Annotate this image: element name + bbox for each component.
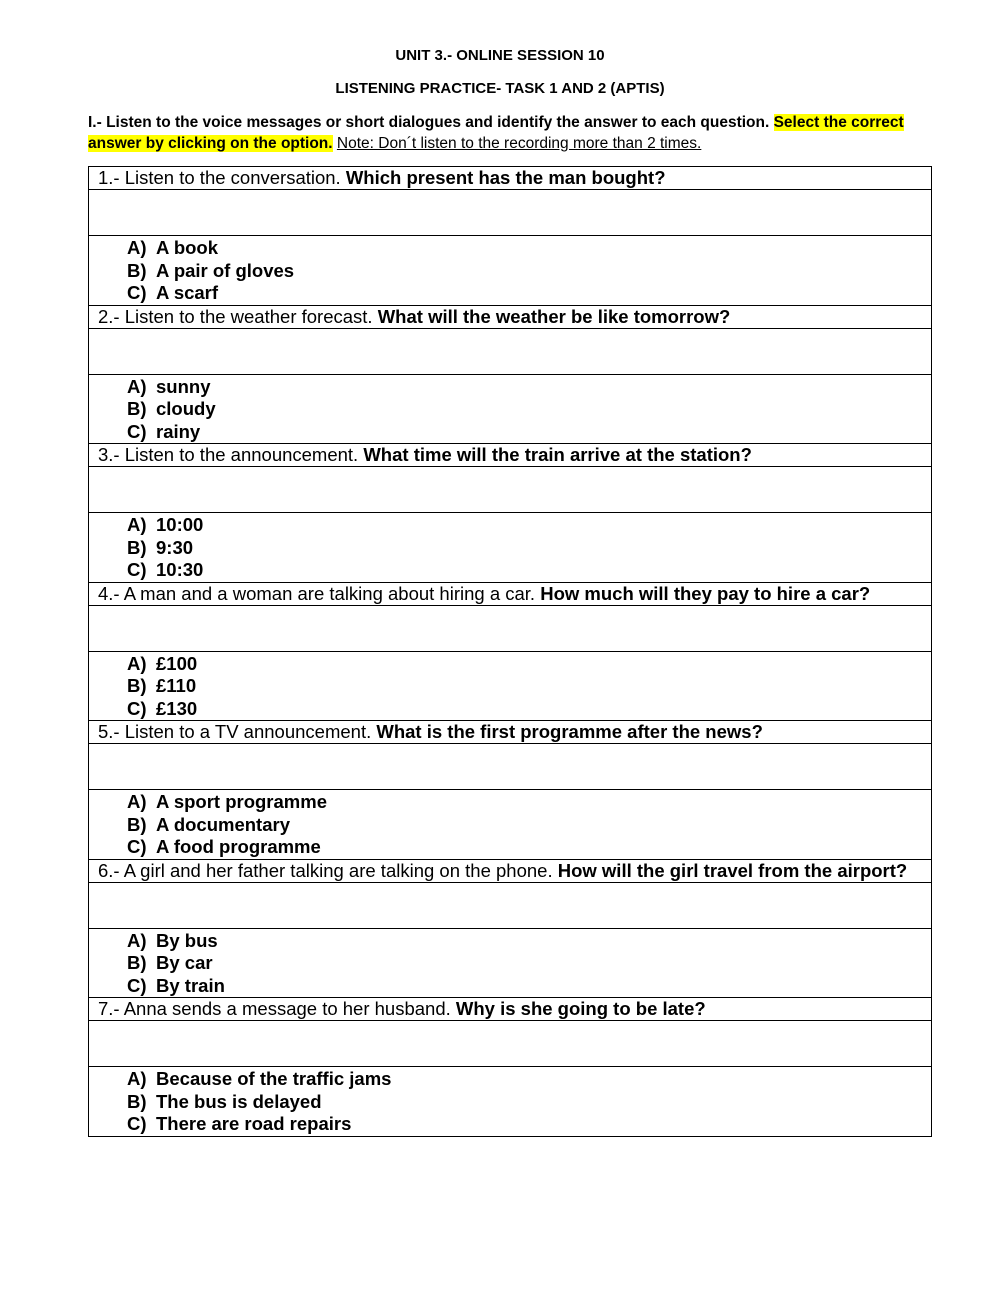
questions-table bbox=[88, 166, 932, 1137]
option-text: A pair of gloves bbox=[156, 259, 295, 281]
question-2-prompt: 2.- Listen to the weather forecast. bbox=[98, 305, 373, 327]
question-5-option-b[interactable] bbox=[127, 814, 922, 837]
question-5-option-c[interactable] bbox=[127, 836, 922, 859]
question-3-prompt: 3.- Listen to the announcement. bbox=[98, 444, 359, 465]
page-subtitle: LISTENING PRACTICE- TASK 1 AND 2 (APTIS) bbox=[335, 80, 665, 97]
question-7-option-c[interactable] bbox=[127, 1113, 922, 1136]
option-text: £100 bbox=[156, 652, 198, 674]
question-5-text: What is the first programme after the news? bbox=[376, 721, 763, 742]
option-text: 10:30 bbox=[156, 559, 204, 580]
question-7-option-b[interactable] bbox=[127, 1091, 922, 1114]
options-5 bbox=[89, 790, 932, 860]
option-letter: A) bbox=[127, 1068, 147, 1089]
question-7-text: Why is she going to be late? bbox=[455, 998, 706, 1019]
option-letter: B) bbox=[127, 398, 147, 419]
options-2 bbox=[89, 374, 932, 444]
question-6-option-a[interactable] bbox=[127, 930, 922, 953]
option-text: A documentary bbox=[156, 813, 290, 835]
option-text: £110 bbox=[156, 675, 197, 696]
option-text: 9:30 bbox=[156, 536, 194, 558]
question-4-option-b[interactable] bbox=[127, 675, 922, 698]
options-1 bbox=[89, 236, 932, 306]
question-2-option-b[interactable] bbox=[127, 398, 922, 421]
option-letter: B) bbox=[127, 536, 147, 558]
answer-area-4 bbox=[89, 605, 932, 651]
question-1-text: Which present has the man bought? bbox=[345, 167, 666, 188]
question-1-option-a[interactable] bbox=[127, 237, 922, 260]
option-letter: C) bbox=[127, 282, 147, 303]
option-text: A food programme bbox=[156, 836, 321, 857]
question-4-prompt: 4.- A man and a woman are talking about hiring a car. bbox=[98, 582, 536, 604]
question-4 bbox=[89, 582, 932, 605]
question-5-prompt: 5.- Listen to a TV announcement. bbox=[98, 721, 372, 742]
answer-area-7 bbox=[89, 1021, 932, 1067]
question-6-prompt: 6.- A girl and her father talking are talking on the phone. bbox=[98, 859, 553, 881]
instructions bbox=[88, 112, 918, 154]
options-6 bbox=[89, 928, 932, 998]
option-text: A sport programme bbox=[156, 791, 327, 812]
question-4-option-c[interactable] bbox=[127, 698, 922, 721]
question-1-prompt: 1.- Listen to the conversation. bbox=[98, 167, 341, 188]
question-5-option-a[interactable] bbox=[127, 791, 922, 814]
option-text: sunny bbox=[156, 375, 211, 397]
question-6-option-c[interactable] bbox=[127, 975, 922, 998]
instructions-main: I.- Listen to the voice messages or short dialogues and identify the answer to each question. bbox=[88, 114, 770, 131]
option-text: By car bbox=[156, 952, 213, 973]
question-3 bbox=[89, 444, 932, 467]
option-text: By bus bbox=[156, 929, 218, 951]
option-text: 10:00 bbox=[156, 514, 204, 535]
option-letter: A) bbox=[127, 652, 147, 674]
option-text: £130 bbox=[156, 697, 198, 719]
question-6 bbox=[89, 859, 932, 882]
option-letter: C) bbox=[127, 697, 147, 719]
question-3-option-a[interactable] bbox=[127, 514, 922, 537]
question-7-prompt: 7.- Anna sends a message to her husband. bbox=[98, 998, 451, 1019]
option-letter: B) bbox=[127, 1090, 147, 1112]
option-letter: A) bbox=[127, 791, 147, 812]
option-letter: C) bbox=[127, 974, 147, 996]
answer-area-3 bbox=[89, 467, 932, 513]
option-text: A book bbox=[156, 237, 219, 258]
instructions-note: Note: Don´t listen to the recording more than 2 times. bbox=[336, 135, 702, 152]
page-title: UNIT 3.- ONLINE SESSION 10 bbox=[395, 47, 605, 64]
option-text: A scarf bbox=[156, 282, 219, 303]
question-7 bbox=[89, 998, 932, 1021]
options-4 bbox=[89, 651, 932, 721]
question-1-option-b[interactable] bbox=[127, 260, 922, 283]
answer-area-1 bbox=[89, 190, 932, 236]
option-letter: C) bbox=[127, 1113, 147, 1134]
question-2-option-c[interactable] bbox=[127, 421, 922, 444]
option-letter: C) bbox=[127, 836, 147, 857]
option-letter: A) bbox=[127, 237, 147, 258]
question-4-option-a[interactable] bbox=[127, 653, 922, 676]
answer-area-5 bbox=[89, 744, 932, 790]
option-letter: C) bbox=[127, 559, 147, 580]
option-text: The bus is delayed bbox=[156, 1090, 322, 1112]
question-3-text: What time will the train arrive at the station? bbox=[363, 444, 752, 465]
option-text: cloudy bbox=[156, 398, 216, 419]
option-letter: A) bbox=[127, 929, 147, 951]
option-letter: C) bbox=[127, 420, 147, 442]
option-letter: B) bbox=[127, 675, 147, 696]
question-2-option-a[interactable] bbox=[127, 376, 922, 399]
option-text: There are road repairs bbox=[156, 1113, 352, 1134]
option-letter: B) bbox=[127, 259, 147, 281]
question-6-option-b[interactable] bbox=[127, 952, 922, 975]
question-6-text: How will the girl travel from the airport? bbox=[557, 859, 908, 881]
option-text: Because of the traffic jams bbox=[156, 1068, 392, 1089]
question-1 bbox=[89, 167, 932, 190]
question-3-option-b[interactable] bbox=[127, 537, 922, 560]
question-3-option-c[interactable] bbox=[127, 559, 922, 582]
options-7 bbox=[89, 1067, 932, 1137]
options-3 bbox=[89, 513, 932, 583]
option-letter: B) bbox=[127, 813, 147, 835]
option-letter: A) bbox=[127, 375, 147, 397]
question-4-text: How much will they pay to hire a car? bbox=[540, 582, 871, 604]
question-2 bbox=[89, 305, 932, 328]
option-text: rainy bbox=[156, 420, 201, 442]
answer-area-6 bbox=[89, 882, 932, 928]
option-letter: B) bbox=[127, 952, 147, 973]
option-letter: A) bbox=[127, 514, 147, 535]
question-1-option-c[interactable] bbox=[127, 282, 922, 305]
instructions-highlight: Select the correct answer by clicking on the option. bbox=[88, 114, 904, 152]
option-text: By train bbox=[156, 974, 225, 996]
question-2-text: What will the weather be like tomorrow? bbox=[377, 305, 731, 327]
question-5 bbox=[89, 721, 932, 744]
question-7-option-a[interactable] bbox=[127, 1068, 922, 1091]
answer-area-2 bbox=[89, 328, 932, 374]
